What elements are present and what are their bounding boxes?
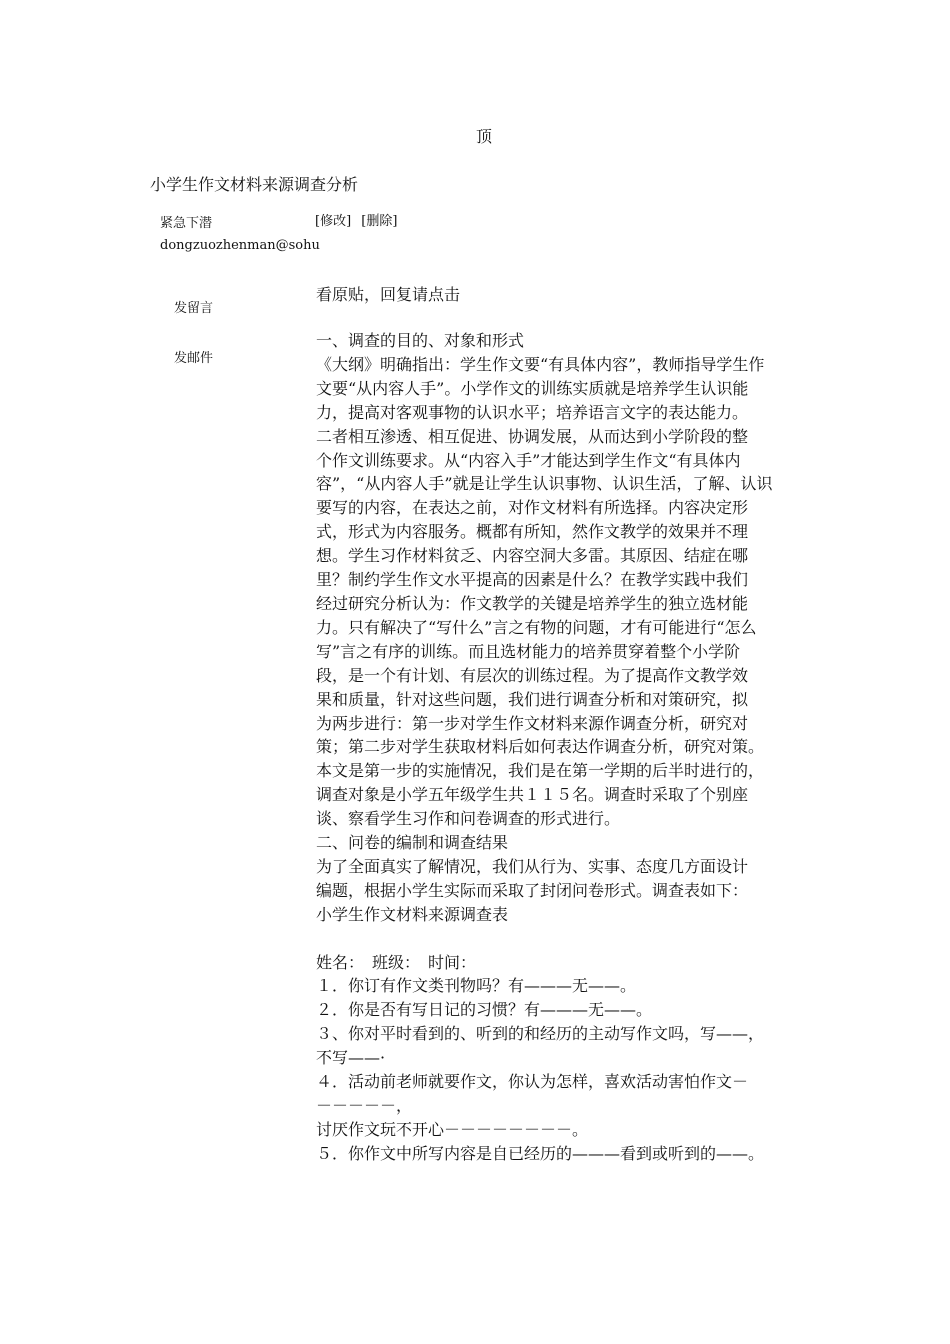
- body-line: 文要“从内容人手”。小学作文的训练实质就是培养学生认识能: [316, 378, 749, 398]
- body-line: 里？制约学生作文水平提高的因素是什么？在教学实践中我们: [316, 570, 749, 590]
- view-original-reply-link[interactable]: 看原贴，回复请点击: [316, 285, 461, 304]
- body-line: 讨厌作文玩不开心－－－－－－－－。: [316, 1119, 589, 1139]
- body-line: 一、调查的目的、对象和形式: [316, 331, 525, 350]
- body-line: 小学生作文材料来源调查表: [316, 904, 509, 924]
- body-line: １．你订有作文类刊物吗？有———无——。: [316, 976, 637, 996]
- body-line: 个作文训练要求。从“内容入手”才能达到学生作文“有具体内: [316, 450, 741, 470]
- top-link[interactable]: 顶: [476, 127, 493, 146]
- body-line: ４．活动前老师就要作文，你认为怎样，喜欢活动害怕作文－: [316, 1072, 749, 1092]
- body-line: 要写的内容，在表达之前，对作文材料有所选择。内容决定形: [316, 498, 749, 518]
- body-line: 《大纲》明确指出：学生作文要“有具体内容”，教师指导学生作: [316, 354, 765, 374]
- body-line: 段，是一个有计划、有层次的训练过程。为了提高作文教学效: [316, 665, 749, 685]
- post-title: 小学生作文材料来源调查分析: [150, 175, 359, 194]
- delete-link[interactable]: [删除]: [361, 214, 398, 229]
- body-line: 谈、察看学生习作和问卷调查的形式进行。: [316, 809, 621, 829]
- body-line: ２．你是否有写日记的习惯？有———无——。: [316, 1000, 653, 1020]
- body-line: 式，形式为内容服务。概都有所知，然作文教学的效果并不理: [316, 522, 749, 542]
- body-line: 写”言之有序的训练。而且选材能力的培养贯穿着整个小学阶: [316, 641, 741, 661]
- body-line: 为了全面真实了解情况，我们从行为、实事、态度几方面设计: [316, 856, 749, 876]
- body-line: 为两步进行：第一步对学生作文材料来源作调查分析，研究对: [316, 713, 749, 733]
- post-actions: [315, 210, 403, 229]
- body-line: 本文是第一步的实施情况，我们是在第一学期的后半时进行的，: [316, 761, 765, 781]
- send-email-link[interactable]: 发邮件: [174, 351, 214, 366]
- edit-link[interactable]: [修改]: [315, 214, 352, 229]
- body-line: 姓名： 班级： 时间：: [316, 952, 477, 972]
- body-line: 二者相互渗透、相互促进、协调发展，从而达到小学阶段的整: [316, 426, 749, 446]
- body-line: 二、问卷的编制和调查结果: [316, 833, 509, 853]
- body-line: 力，提高对客观事物的认识水平；培养语言文字的表达能力。: [316, 402, 749, 422]
- body-line: 调查对象是小学五年级学生共１１５名。调查时采取了个别座: [316, 785, 749, 805]
- author-email: dongzuozhenman@sohu: [160, 238, 320, 253]
- body-line: 力。只有解决了“写什么”言之有物的问题，才有可能进行“怎么: [316, 617, 757, 637]
- body-line: －－－－－，: [316, 1095, 413, 1115]
- body-line: ３、你对平时看到的、听到的和经历的主动写作文吗，写——，: [316, 1024, 765, 1044]
- body-line: 容”，“从内容人手”就是让学生认识事物、认识生活，了解、认识: [316, 474, 773, 494]
- post-body: [316, 329, 800, 1166]
- body-line: 经过研究分析认为：作文教学的关键是培养学生的独立选材能: [316, 593, 749, 613]
- body-line: 策；第二步对学生获取材料后如何表达作调查分析，研究对策。: [316, 737, 765, 757]
- body-line: 编题，根据小学生实际而采取了封闭问卷形式。调查表如下：: [316, 880, 749, 900]
- leave-message-link[interactable]: 发留言: [174, 301, 214, 316]
- author-label: 紧急下潜: [160, 216, 213, 231]
- body-line: 想。学生习作材料贫乏、内容空洞大多雷。其原因、结症在哪: [316, 546, 749, 566]
- blank-line: [316, 927, 800, 951]
- body-line: 不写——·: [316, 1048, 386, 1068]
- body-line: 果和质量，针对这些问题，我们进行调查分析和对策研究，拟: [316, 689, 749, 709]
- body-line: ５．你作文中所写内容是自已经历的———看到或听到的——。: [316, 1143, 765, 1163]
